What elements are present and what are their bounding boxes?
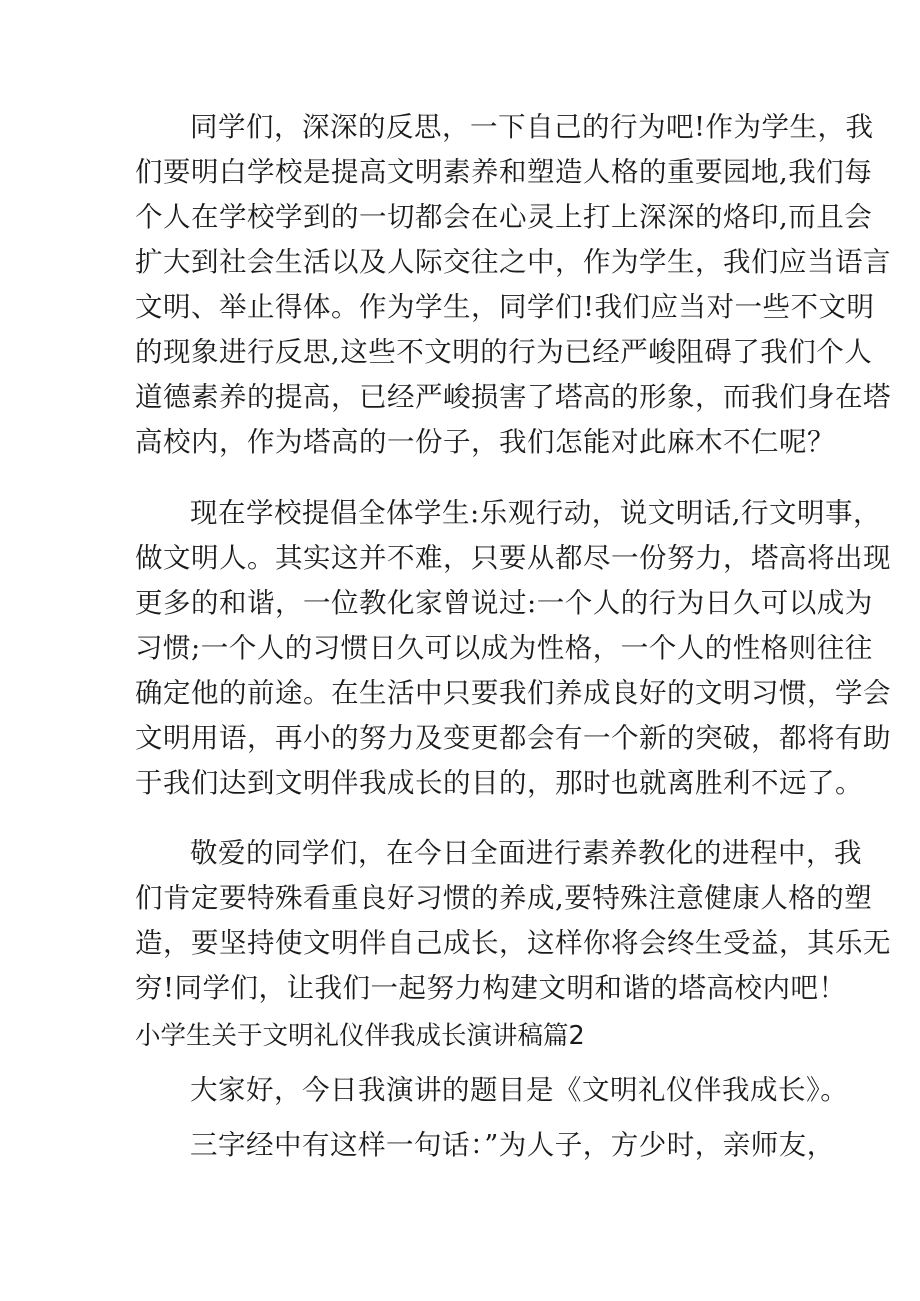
- paragraph-1: [135, 105, 891, 465]
- paragraph-3: [135, 831, 891, 1011]
- paragraph-line: 敬爱的同学们，在今日全面进行素养教化的进程中，我: [190, 837, 862, 869]
- paragraph-line: 们肯定要特殊看重良好习惯的养成,要特殊注意健康人格的塑: [135, 882, 873, 914]
- paragraph-line: 更多的和谐，一位教化家曾说过:一个人的行为日久可以成为: [135, 587, 873, 619]
- section-heading: 小学生关于文明礼仪伴我成长演讲稿篇2: [135, 1021, 585, 1051]
- paragraph-line: 的现象进行反思,这些不文明的行为已经严峻阻碍了我们个人: [135, 336, 873, 368]
- paragraph-line: 文明用语，再小的努力及变更都会有一个新的突破，都将有助: [135, 722, 891, 754]
- paragraph-line: 个人在学校学到的一切都会在心灵上打上深深的烙印,而且会: [135, 201, 873, 233]
- paragraph-line: 造，要坚持使文明伴自己成长，这样你将会终生受益，其乐无: [135, 927, 891, 959]
- paragraph-line: 现在学校提倡全体学生:乐观行动，说文明话,行文明事，: [190, 497, 882, 529]
- paragraph-line: 文明、举止得体。作为学生，同学们!我们应当对一些不文明: [135, 291, 875, 323]
- quote-line: 三字经中有这样一句话：”为人子，方少时，亲师友，: [190, 1129, 835, 1161]
- paragraph-line: 扩大到社会生活以及人际交往之中，作为学生，我们应当语言: [135, 246, 891, 278]
- paragraph-line: 确定他的前途。在生活中只要我们养成良好的文明习惯，学会: [135, 677, 891, 709]
- paragraph-line: 做文明人。其实这并不难，只要从都尽一份努力，塔高将出现: [135, 542, 891, 574]
- paragraph-line: 穷!同学们，让我们一起努力构建文明和谐的塔高校内吧！: [135, 972, 847, 1004]
- paragraph-2: [135, 491, 891, 806]
- paragraph-line: 同学们，深深的反思，一下自己的行为吧!作为学生，我: [190, 111, 874, 143]
- paragraph-line: 习惯;一个人的习惯日久可以成为性格，一个人的性格则往往: [135, 632, 873, 664]
- paragraph-line: 们要明白学校是提高文明素养和塑造人格的重要园地,我们每: [135, 156, 873, 188]
- paragraph-line: 道德素养的提高，已经严峻损害了塔高的形象，而我们身在塔: [135, 381, 891, 413]
- intro-line: 大家好，今日我演讲的题目是《文明礼仪伴我成长》。: [190, 1074, 849, 1106]
- paragraph-line: 高校内，作为塔高的一份子，我们怎能对此麻木不仁呢？: [135, 426, 835, 458]
- paragraph-line: 于我们达到文明伴我成长的目的，那时也就离胜利不远了。: [135, 767, 863, 799]
